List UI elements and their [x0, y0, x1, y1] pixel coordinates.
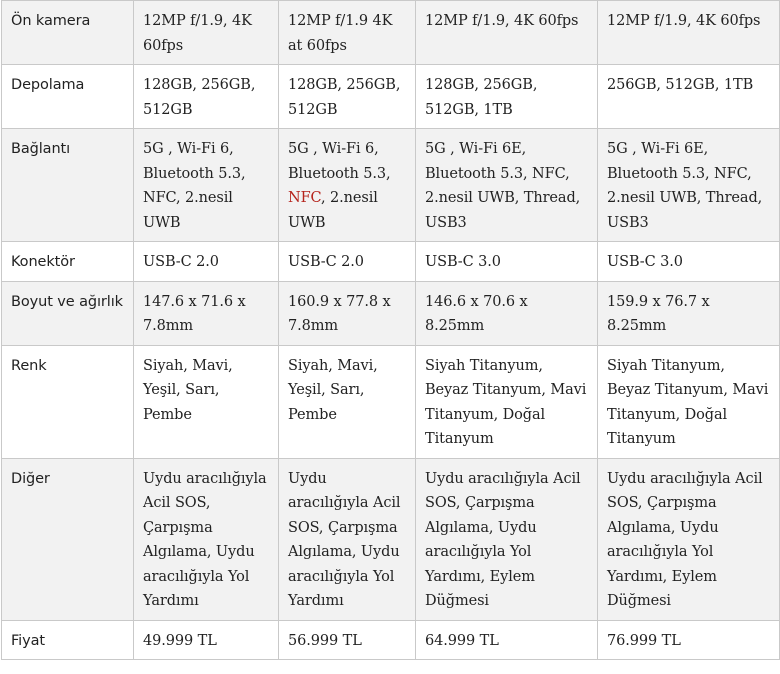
table-cell: 5G , Wi-Fi 6E, Bluetooth 5.3, NFC, 2.nesil UWB, Thread, USB3: [416, 129, 598, 242]
table-cell: 12MP f/1.9, 4K 60fps: [598, 1, 780, 65]
table-cell: 49.999 TL: [134, 620, 279, 660]
table-cell: Uydu aracılığıyla Acil SOS, Çarpışma Algılama, Uydu aracılığıyla Yol Yardımı, Eylem Düğmesi: [416, 458, 598, 620]
table-cell: Uydu aracılığıyla Acil SOS, Çarpışma Algılama, Uydu aracılığıyla Yol Yardımı: [279, 458, 416, 620]
table-cell: 128GB, 256GB, 512GB: [134, 65, 279, 129]
table-cell: Siyah, Mavi, Yeşil, Sarı, Pembe: [279, 345, 416, 458]
table-cell: 76.999 TL: [598, 620, 780, 660]
table-row-color: [2, 345, 780, 458]
table-cell: USB-C 2.0: [279, 242, 416, 282]
table-cell: Siyah Titanyum, Beyaz Titanyum, Mavi Titanyum, Doğal Titanyum: [598, 345, 780, 458]
table-cell: 128GB, 256GB, 512GB, 1TB: [416, 65, 598, 129]
table-cell: 12MP f/1.9 4K at 60fps: [279, 1, 416, 65]
table-cell: 160.9 x 77.8 x 7.8mm: [279, 281, 416, 345]
table-cell: 12MP f/1.9, 4K 60fps: [134, 1, 279, 65]
highlighted-text: NFC: [288, 190, 322, 206]
row-label: Bağlantı: [2, 129, 134, 242]
spec-comparison-table: [1, 0, 780, 660]
table-row-storage: [2, 65, 780, 129]
row-label: Diğer: [2, 458, 134, 620]
row-label: Konektör: [2, 242, 134, 282]
table-cell: 146.6 x 70.6 x 8.25mm: [416, 281, 598, 345]
table-cell: [279, 129, 416, 242]
table-row-other: [2, 458, 780, 620]
table-cell: Uydu aracılığıyla Acil SOS, Çarpışma Algılama, Uydu aracılığıyla Yol Yardımı: [134, 458, 279, 620]
table-cell: 64.999 TL: [416, 620, 598, 660]
table-cell: Siyah, Mavi, Yeşil, Sarı, Pembe: [134, 345, 279, 458]
table-row-connector: [2, 242, 780, 282]
row-label: Renk: [2, 345, 134, 458]
table-cell: USB-C 3.0: [416, 242, 598, 282]
row-label: Depolama: [2, 65, 134, 129]
text-segment: 5G , Wi-Fi 6, Bluetooth 5.3,: [288, 141, 391, 182]
table-row-front-camera: [2, 1, 780, 65]
table-cell: 5G , Wi-Fi 6E, Bluetooth 5.3, NFC, 2.nesil UWB, Thread, USB3: [598, 129, 780, 242]
table-cell: Siyah Titanyum, Beyaz Titanyum, Mavi Titanyum, Doğal Titanyum: [416, 345, 598, 458]
table-cell: 128GB, 256GB, 512GB: [279, 65, 416, 129]
table-cell: USB-C 2.0: [134, 242, 279, 282]
table-cell: 256GB, 512GB, 1TB: [598, 65, 780, 129]
table-row-price: [2, 620, 780, 660]
row-label: Fiyat: [2, 620, 134, 660]
table-row-connectivity: [2, 129, 780, 242]
table-cell: USB-C 3.0: [598, 242, 780, 282]
table-cell: 56.999 TL: [279, 620, 416, 660]
table-cell: 5G , Wi-Fi 6, Bluetooth 5.3, NFC, 2.nesil UWB: [134, 129, 279, 242]
table-cell: Uydu aracılığıyla Acil SOS, Çarpışma Algılama, Uydu aracılığıyla Yol Yardımı, Eylem Düğmesi: [598, 458, 780, 620]
table-cell: 147.6 x 71.6 x 7.8mm: [134, 281, 279, 345]
table-row-size-weight: [2, 281, 780, 345]
row-label: Boyut ve ağırlık: [2, 281, 134, 345]
text-segment: , 2.nesil UWB: [288, 190, 378, 231]
table-cell: 159.9 x 76.7 x 8.25mm: [598, 281, 780, 345]
row-label: Ön kamera: [2, 1, 134, 65]
table-cell: 12MP f/1.9, 4K 60fps: [416, 1, 598, 65]
